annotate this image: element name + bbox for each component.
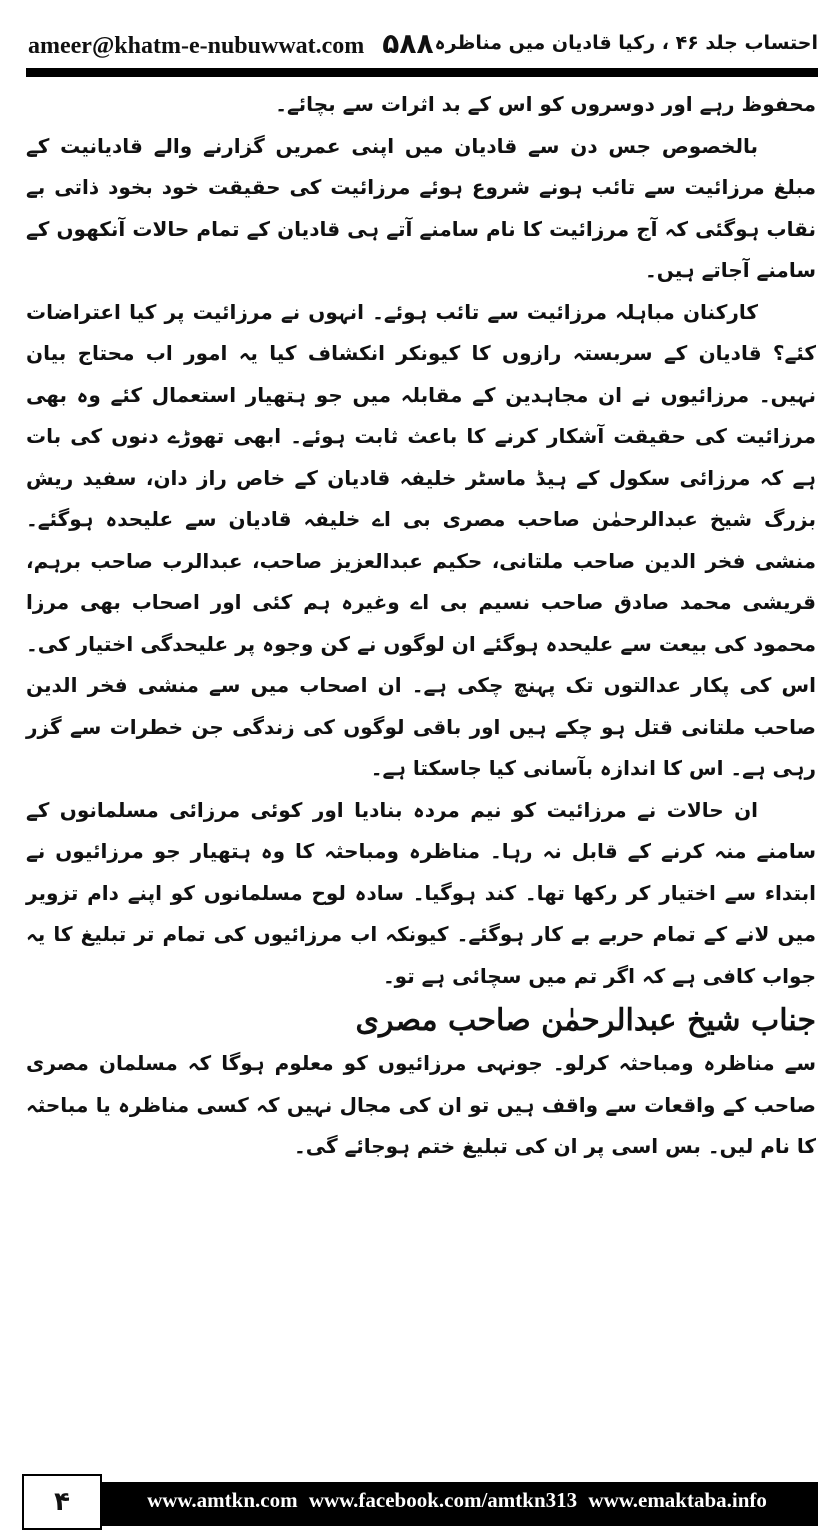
footer-link-facebook[interactable]: www.facebook.com/amtkn313 [308, 1488, 578, 1512]
page-header [28, 20, 818, 66]
page-body [26, 84, 816, 1168]
footer-page-label: ۴ [22, 1474, 102, 1530]
paragraph-4: ان حالات نے مرزائیت کو نیم مردہ بنادیا اور کوئی مرزائی مسلمانوں کے سامنے منہ کرنے کے قابل نہ رہا۔ مناظرہ ومباحثہ کا وہ ہتھیار جو مرزائیوں نے ابتداء سے اختیار کر رکھا تھا۔ کند ہوگیا۔ سادہ لوح مسلمانوں کو اپنے دام تزویر میں لانے کے تمام حربے بے کار ہوگئے۔ کیونکہ اب مرزائیوں کی تمام تر تبلیغ کا یہ جواب کافی ہے کہ اگر تم میں سچائی ہے تو۔ [26, 797, 816, 988]
header-title: احتساب جلد ۴۶ ، رکیا قادیان میں مناظرہ [434, 32, 818, 54]
header-email: ameer@khatm-e-nubuwwat.com [28, 32, 365, 59]
header-page-number: ۵۸۸ [382, 26, 434, 60]
paragraph-2: بالخصوص جس دن سے قادیان میں اپنی عمریں گزارنے والے قادیانیت کے مبلغ مرزائیت سے تائب ہونے شروع ہوئے مرزائیت کی حقیقت خود بخود ذاتی بے نقاب ہوگئی کہ آج مرزائیت کا نام سامنے آتے ہی قادیان کے تمام حالات آنکھوں کے سامنے آجاتے ہیں۔ [26, 133, 816, 282]
footer-links [96, 1488, 818, 1513]
footer-link-amtkn[interactable]: www.amtkn.com [147, 1488, 298, 1512]
paragraph-closing: سے مناظرہ ومباحثہ کرلو۔ جونہی مرزائیوں کو معلوم ہوگا کہ مسلمان مصری صاحب کے واقعات سے واقف ہیں تو ان کی مجال نہیں کہ کسی مناظرہ یا مباحثہ کا نام لیں۔ بس اسی پر ان کی تبلیغ ختم ہوجائے گی۔ [26, 1051, 816, 1158]
section-heading: جناب شیخ عبدالرحمٰن صاحب مصری [355, 1003, 816, 1038]
page-footer [22, 1470, 818, 1532]
paragraph-1: محفوظ رہے اور دوسروں کو اس کے بد اثرات سے بچائے۔ [275, 92, 816, 116]
footer-link-emaktaba[interactable]: www.emaktaba.info [588, 1488, 767, 1512]
paragraph-3: کارکنان مباہلہ مرزائیت سے تائب ہوئے۔ انہوں نے مرزائیت پر کیا اعتراضات کئے؟ قادیان کے سربستہ رازوں کا کیونکر انکشاف کیا یہ امور اب محتاج بیان نہیں۔ مرزائیوں نے ان مجاہدین کے مقابلہ میں جو ہتھیار استعمال کئے وہ بھی مرزائیت کی حقیقت آشکار کرنے کا باعث ثابت ہوئے۔ ابھی تھوڑے دنوں کی بات ہے کہ مرزائی سکول کے ہیڈ ماسٹر خلیفہ قادیان کے خاص راز دان، سفید ریش بزرگ شیخ عبدالرحمٰن صاحب مصری بی اے خلیفہ قادیان سے علیحدہ ہوگئے۔ منشی فخر الدین صاحب ملتانی، حکیم عبدالعزیز صاحب، عبدالرب صاحب برہم، قریشی محمد صادق صاحب نسیم بی اے وغیرہ ہم کئی اور اصحاب بھی مرزا محمود کی بیعت سے علیحدہ ہوگئے ان لوگوں نے کن وجوہ پر علیحدگی اختیار کی۔ اس کی پکار عدالتوں تک پہنچ چکی ہے۔ ان اصحاب میں سے منشی فخر الدین صاحب ملتانی قتل ہو چکے ہیں اور باقی لوگوں کی زندگی جن خطرات سے گزر رہی ہے۔ اس کا اندازہ بآسانی کیا جاسکتا ہے۔ [26, 299, 816, 780]
header-left-group [28, 27, 434, 60]
header-divider [26, 68, 818, 77]
footer-link-bar [96, 1482, 818, 1526]
